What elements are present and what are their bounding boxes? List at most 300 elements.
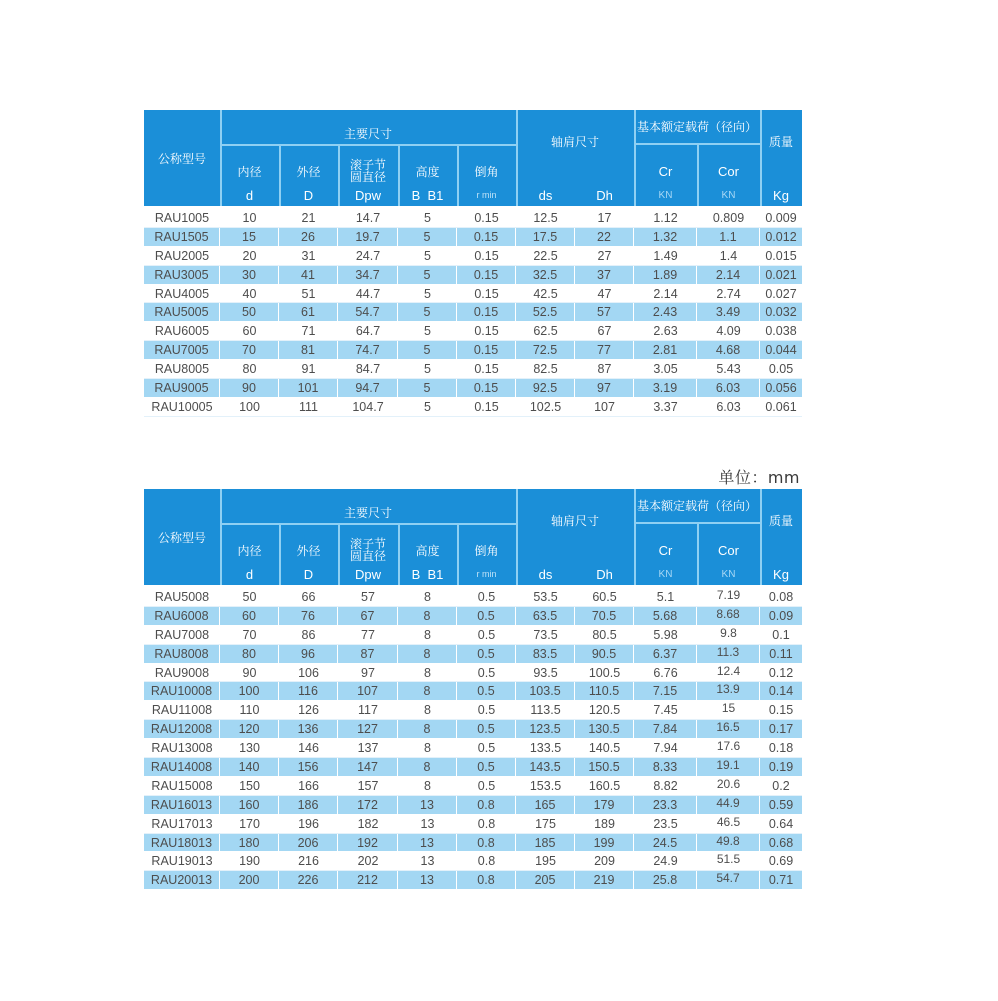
cor-value: 15	[721, 701, 736, 716]
header-height-symbol: B B1	[411, 566, 444, 582]
header-roller-pitch-line1: 滚子节	[349, 537, 386, 551]
value-cell: 189	[594, 816, 615, 831]
header-roller-pitch-diameter	[338, 533, 398, 567]
divider	[220, 523, 516, 525]
header-cor: Cor	[718, 542, 739, 558]
value-cell: 2.14	[653, 286, 678, 301]
table-row	[144, 341, 802, 360]
value-cell: 172	[338, 796, 398, 814]
value-cell: 37	[575, 266, 634, 284]
unit-label: 单位：mm	[718, 468, 800, 487]
value-cell: 101	[279, 379, 338, 397]
value-cell: 137	[357, 741, 379, 756]
value-cell: 3.37	[653, 399, 678, 414]
value-cell: 0.5	[477, 665, 496, 680]
value-cell: 93.5	[533, 665, 558, 680]
value-cell: 143.5	[516, 758, 575, 776]
value-cell: 0.032	[765, 305, 797, 320]
value-cell: 13	[398, 834, 457, 852]
value-cell: 8	[398, 758, 457, 776]
value-cell: 150	[239, 778, 260, 793]
model-cell: RAU9008	[154, 665, 210, 680]
value-cell: 5	[424, 324, 431, 339]
value-cell	[697, 852, 760, 870]
divider	[338, 524, 340, 585]
value-cell: 5	[398, 379, 457, 397]
value-cell: 47	[597, 286, 612, 301]
header-inner-diameter-symbol: d	[245, 187, 254, 203]
value-cell: 66	[301, 589, 316, 604]
cor-value: 12.4	[716, 663, 741, 678]
value-cell: 195	[535, 854, 556, 869]
value-cell: 136	[279, 720, 338, 738]
model-cell: RAU6008	[144, 607, 220, 625]
header-inner-diameter-symbol: d	[245, 566, 254, 582]
header-mass-unit: Kg	[773, 566, 789, 582]
value-cell: 86	[301, 627, 316, 642]
value-cell: 34.7	[338, 266, 398, 284]
value-cell: 91	[301, 362, 316, 377]
value-cell: 62.5	[533, 324, 558, 339]
value-cell	[697, 588, 760, 606]
value-cell: 5	[424, 286, 431, 301]
value-cell: 90.5	[575, 645, 634, 663]
header-main-dimensions: 主要尺寸	[343, 126, 392, 141]
value-cell: 0.15	[457, 303, 516, 321]
value-cell: 20	[242, 248, 257, 263]
value-cell: 90	[220, 379, 279, 397]
value-cell: 153.5	[529, 778, 562, 793]
bearing-spec-table-1	[144, 110, 802, 417]
header-cor-unit: KN	[721, 568, 736, 580]
value-cell: 0.12	[768, 665, 794, 680]
value-cell: 81	[279, 341, 338, 359]
table-row	[144, 815, 802, 834]
value-cell: 205	[516, 871, 575, 889]
table-row	[144, 247, 802, 266]
value-cell: 165	[516, 796, 575, 814]
value-cell: 3.19	[634, 379, 697, 397]
cor-value: 19.1	[716, 757, 740, 772]
header-shoulder-ds: ds	[538, 187, 553, 203]
divider	[760, 489, 762, 585]
value-cell: 0.8	[457, 871, 516, 889]
header-shoulder-dh: Dh	[596, 187, 613, 203]
value-cell: 8	[398, 682, 457, 700]
header-inner-diameter: 内径	[237, 543, 262, 558]
value-cell: 80	[242, 362, 257, 377]
value-cell: 67	[338, 607, 398, 625]
value-cell: 110.5	[575, 682, 634, 700]
table-row	[144, 796, 802, 815]
value-cell	[697, 871, 760, 889]
value-cell: 219	[575, 871, 634, 889]
value-cell: 0.5	[457, 758, 516, 776]
value-cell: 5	[424, 248, 431, 263]
bearing-spec-table-2	[144, 489, 802, 890]
value-cell: 0.5	[457, 682, 516, 700]
value-cell: 0.19	[768, 759, 794, 774]
value-cell: 2.81	[634, 341, 697, 359]
value-cell: 8	[424, 778, 431, 793]
header-roller-pitch-symbol: Dpw	[354, 566, 381, 582]
value-cell	[697, 626, 760, 644]
table-row	[144, 871, 802, 890]
header-roller-pitch-line2: 圆直径	[349, 549, 386, 563]
value-cell: 8	[424, 627, 431, 642]
value-cell: 147	[338, 758, 398, 776]
value-cell: 27	[597, 248, 612, 263]
value-cell: 17.5	[516, 228, 575, 246]
value-cell: 57	[575, 303, 634, 321]
header-chamfer: 倒角	[474, 164, 499, 179]
value-cell: 6.76	[653, 665, 678, 680]
value-cell: 25.8	[634, 871, 697, 889]
value-cell: 185	[516, 834, 575, 852]
value-cell: 140.5	[588, 741, 621, 756]
value-cell: 5.98	[653, 627, 678, 642]
value-cell: 0.5	[457, 645, 516, 663]
value-cell: 5	[398, 228, 457, 246]
value-cell: 0.11	[769, 646, 793, 661]
table-row	[144, 626, 802, 645]
header-roller-pitch-line1: 滚子节	[349, 158, 386, 172]
table-row	[144, 701, 802, 720]
value-cell: 175	[535, 816, 556, 831]
cor-value: 17.6	[716, 739, 741, 754]
value-cell: 150.5	[575, 758, 634, 776]
table-row	[144, 607, 802, 626]
table-row	[144, 852, 802, 871]
header-cr-unit: KN	[658, 189, 673, 201]
divider	[220, 110, 222, 206]
value-cell: 80.5	[592, 627, 617, 642]
value-cell: 190	[239, 854, 260, 869]
value-cell: 111	[298, 399, 318, 414]
value-cell: 126	[298, 703, 319, 718]
value-cell: 0.17	[768, 722, 794, 737]
value-cell: 31	[301, 248, 316, 263]
table-row	[144, 209, 802, 228]
value-cell: 1.12	[653, 210, 678, 225]
value-cell: 19.7	[338, 228, 398, 246]
cor-value: 44.9	[716, 795, 740, 810]
header-mass: 质量	[768, 134, 793, 149]
value-cell: 107	[594, 399, 615, 414]
header-shoulder-ds: ds	[538, 566, 553, 582]
value-cell	[697, 720, 760, 738]
divider	[398, 145, 400, 206]
value-cell: 182	[357, 816, 379, 831]
value-cell: 12.5	[533, 210, 558, 225]
value-cell: 92.5	[516, 379, 575, 397]
value-cell: 0.15	[474, 210, 499, 225]
value-cell: 90	[242, 665, 257, 680]
table-row	[144, 228, 802, 247]
value-cell: 54.7	[338, 303, 398, 321]
value-cell: 60	[220, 607, 279, 625]
cor-value: 46.5	[716, 814, 741, 829]
value-cell: 5.68	[634, 607, 697, 625]
model-cell: RAU8008	[144, 645, 220, 663]
value-cell: 199	[575, 834, 634, 852]
model-cell: RAU17013	[151, 816, 213, 831]
header-cor-unit: KN	[721, 189, 736, 201]
divider	[457, 524, 459, 585]
value-cell: 42.5	[533, 286, 558, 301]
header-shoulder-dh: Dh	[596, 566, 613, 582]
value-cell: 5.43	[716, 362, 741, 377]
divider	[634, 489, 636, 585]
value-cell	[697, 815, 760, 833]
model-cell: RAU1505	[144, 228, 220, 246]
value-cell: 157	[357, 778, 379, 793]
value-cell: 226	[279, 871, 338, 889]
table-row	[144, 322, 802, 341]
model-cell: RAU5005	[144, 303, 220, 321]
model-cell: RAU15008	[151, 778, 213, 793]
value-cell: 0.044	[765, 343, 797, 358]
value-cell: 0.15	[474, 399, 499, 414]
value-cell: 196	[298, 816, 319, 831]
value-cell: 0.15	[457, 228, 516, 246]
cor-value: 49.8	[716, 833, 740, 848]
cor-value: 8.68	[716, 606, 740, 621]
divider	[634, 110, 636, 206]
value-cell: 123.5	[516, 720, 575, 738]
value-cell: 13	[398, 871, 457, 889]
value-cell: 0.08	[768, 589, 794, 604]
table-row	[144, 777, 802, 796]
value-cell	[697, 758, 760, 776]
value-cell: 0.71	[768, 873, 794, 888]
divider	[457, 145, 459, 206]
value-cell: 87	[338, 645, 398, 663]
value-cell: 106	[298, 665, 319, 680]
value-cell: 26	[279, 228, 338, 246]
value-cell: 117	[358, 703, 378, 718]
model-cell: RAU13008	[151, 741, 213, 756]
value-cell: 0.09	[768, 608, 794, 623]
value-cell: 22.5	[533, 248, 558, 263]
value-cell: 216	[298, 854, 319, 869]
value-cell: 57	[361, 589, 375, 604]
divider	[398, 524, 400, 585]
header-height: 高度	[415, 543, 440, 558]
value-cell: 5	[398, 266, 457, 284]
table-row	[144, 834, 802, 853]
header-outer-diameter-symbol: D	[303, 187, 314, 203]
value-cell: 50	[242, 589, 257, 604]
value-cell: 160.5	[588, 778, 621, 793]
value-cell: 97	[575, 379, 634, 397]
value-cell: 0.8	[477, 854, 496, 869]
value-cell: 67	[597, 324, 612, 339]
value-cell: 13	[420, 816, 435, 831]
value-cell: 14.7	[355, 210, 381, 225]
table-row	[144, 266, 802, 285]
table-row	[144, 303, 802, 322]
table-row	[144, 664, 802, 683]
value-cell: 61	[279, 303, 338, 321]
table-header	[144, 110, 802, 206]
value-cell: 0.15	[474, 248, 499, 263]
divider	[220, 489, 222, 585]
divider	[220, 144, 516, 146]
value-cell: 0.5	[477, 589, 496, 604]
value-cell: 83.5	[516, 645, 575, 663]
value-cell: 44.7	[355, 286, 381, 301]
value-cell: 6.03	[716, 399, 741, 414]
value-cell: 1.1	[697, 228, 760, 246]
value-cell: 51	[301, 286, 316, 301]
model-cell: RAU4005	[154, 286, 210, 301]
value-cell: 23.5	[653, 816, 678, 831]
value-cell: 40	[242, 286, 257, 301]
model-cell: RAU7005	[144, 341, 220, 359]
value-cell: 0.15	[474, 362, 499, 377]
divider	[279, 524, 281, 585]
value-cell: 5	[424, 210, 431, 225]
model-cell: RAU9005	[144, 379, 220, 397]
value-cell: 0.15	[457, 266, 516, 284]
table-header-slot	[144, 110, 802, 206]
value-cell: 186	[279, 796, 338, 814]
value-cell: 0.8	[457, 796, 516, 814]
value-cell: 0.5	[477, 627, 496, 642]
cor-value: 20.6	[716, 776, 741, 791]
header-model: 公称型号	[157, 151, 206, 166]
value-cell: 0.5	[457, 607, 516, 625]
value-cell: 0.021	[765, 267, 797, 282]
value-cell: 0.15	[457, 379, 516, 397]
value-cell: 200	[220, 871, 279, 889]
value-cell: 2.63	[653, 324, 678, 339]
value-cell: 94.7	[338, 379, 398, 397]
table-row	[144, 285, 802, 304]
value-cell: 0.056	[765, 380, 797, 395]
value-cell: 5	[424, 399, 431, 414]
header-load-rating: 基本额定载荷（径向）	[636, 499, 757, 513]
value-cell: 5	[424, 362, 431, 377]
model-cell: RAU8005	[154, 362, 210, 377]
value-cell	[697, 607, 760, 625]
model-cell: RAU11008	[151, 703, 213, 718]
value-cell: 87	[597, 362, 612, 377]
value-cell: 63.5	[516, 607, 575, 625]
header-model: 公称型号	[157, 530, 206, 545]
value-cell: 0.05	[768, 362, 794, 377]
divider	[760, 110, 762, 206]
model-cell: RAU20013	[144, 871, 220, 889]
value-cell: 97	[361, 665, 375, 680]
model-cell: RAU14008	[144, 758, 220, 776]
value-cell: 10	[242, 210, 257, 225]
header-outer-diameter: 外径	[296, 543, 321, 558]
header-cr: Cr	[658, 163, 673, 179]
header-height-symbol: B B1	[411, 187, 444, 203]
header-mass: 质量	[768, 513, 793, 528]
value-cell: 8	[398, 645, 457, 663]
value-cell: 15	[220, 228, 279, 246]
value-cell: 73.5	[533, 627, 558, 642]
value-cell: 0.5	[457, 720, 516, 738]
header-cor: Cor	[718, 163, 739, 179]
value-cell: 100	[220, 682, 279, 700]
table-row	[144, 758, 802, 777]
value-cell: 13	[398, 796, 457, 814]
value-cell: 0.809	[712, 210, 745, 225]
value-cell	[697, 834, 760, 852]
value-cell: 1.4	[719, 248, 738, 263]
table-row	[144, 720, 802, 739]
value-cell: 32.5	[516, 266, 575, 284]
model-cell: RAU5008	[154, 589, 210, 604]
value-cell: 77	[575, 341, 634, 359]
value-cell: 1.32	[634, 228, 697, 246]
cor-value: 9.8	[720, 625, 737, 640]
header-chamfer: 倒角	[474, 543, 499, 558]
model-cell: RAU12008	[144, 720, 220, 738]
table-row	[144, 379, 802, 398]
value-cell: 6.03	[697, 379, 760, 397]
value-cell: 0.15	[474, 286, 499, 301]
value-cell: 116	[279, 682, 338, 700]
value-cell: 0.027	[765, 286, 797, 301]
model-cell: RAU19013	[151, 854, 213, 869]
value-cell: 0.8	[477, 816, 496, 831]
value-cell: 5.1	[656, 589, 675, 604]
value-cell: 74.7	[338, 341, 398, 359]
value-cell: 0.68	[768, 835, 794, 850]
value-cell: 5	[398, 341, 457, 359]
header-shoulder-dimensions: 轴肩尺寸	[550, 134, 599, 149]
value-cell: 2.14	[697, 266, 760, 284]
value-cell: 1.89	[634, 266, 697, 284]
value-cell: 76	[279, 607, 338, 625]
value-cell: 156	[279, 758, 338, 776]
header-shoulder-dimensions: 轴肩尺寸	[550, 513, 599, 528]
value-cell: 80	[220, 645, 279, 663]
value-cell: 3.49	[697, 303, 760, 321]
value-cell: 100	[239, 399, 260, 414]
model-cell: RAU2005	[154, 248, 210, 263]
model-cell: RAU18013	[144, 834, 220, 852]
model-cell: RAU1005	[154, 210, 210, 225]
value-cell: 0.5	[477, 703, 496, 718]
value-cell: 103.5	[516, 682, 575, 700]
value-cell: 64.7	[355, 324, 381, 339]
divider	[516, 489, 518, 585]
value-cell: 146	[298, 741, 319, 756]
table-header	[144, 489, 802, 585]
value-cell: 70.5	[575, 607, 634, 625]
table-body	[144, 209, 802, 417]
cor-value: 11.3	[716, 644, 740, 659]
value-cell: 166	[298, 778, 319, 793]
table-row	[144, 360, 802, 379]
table-header-slot	[144, 489, 802, 585]
header-roller-pitch-symbol: Dpw	[354, 187, 381, 203]
value-cell: 192	[338, 834, 398, 852]
value-cell: 3.05	[653, 362, 678, 377]
header-mass-unit: Kg	[773, 187, 789, 203]
table-row	[144, 645, 802, 664]
cor-value: 13.9	[716, 682, 740, 697]
value-cell: 96	[279, 645, 338, 663]
value-cell: 30	[220, 266, 279, 284]
value-cell: 212	[338, 871, 398, 889]
